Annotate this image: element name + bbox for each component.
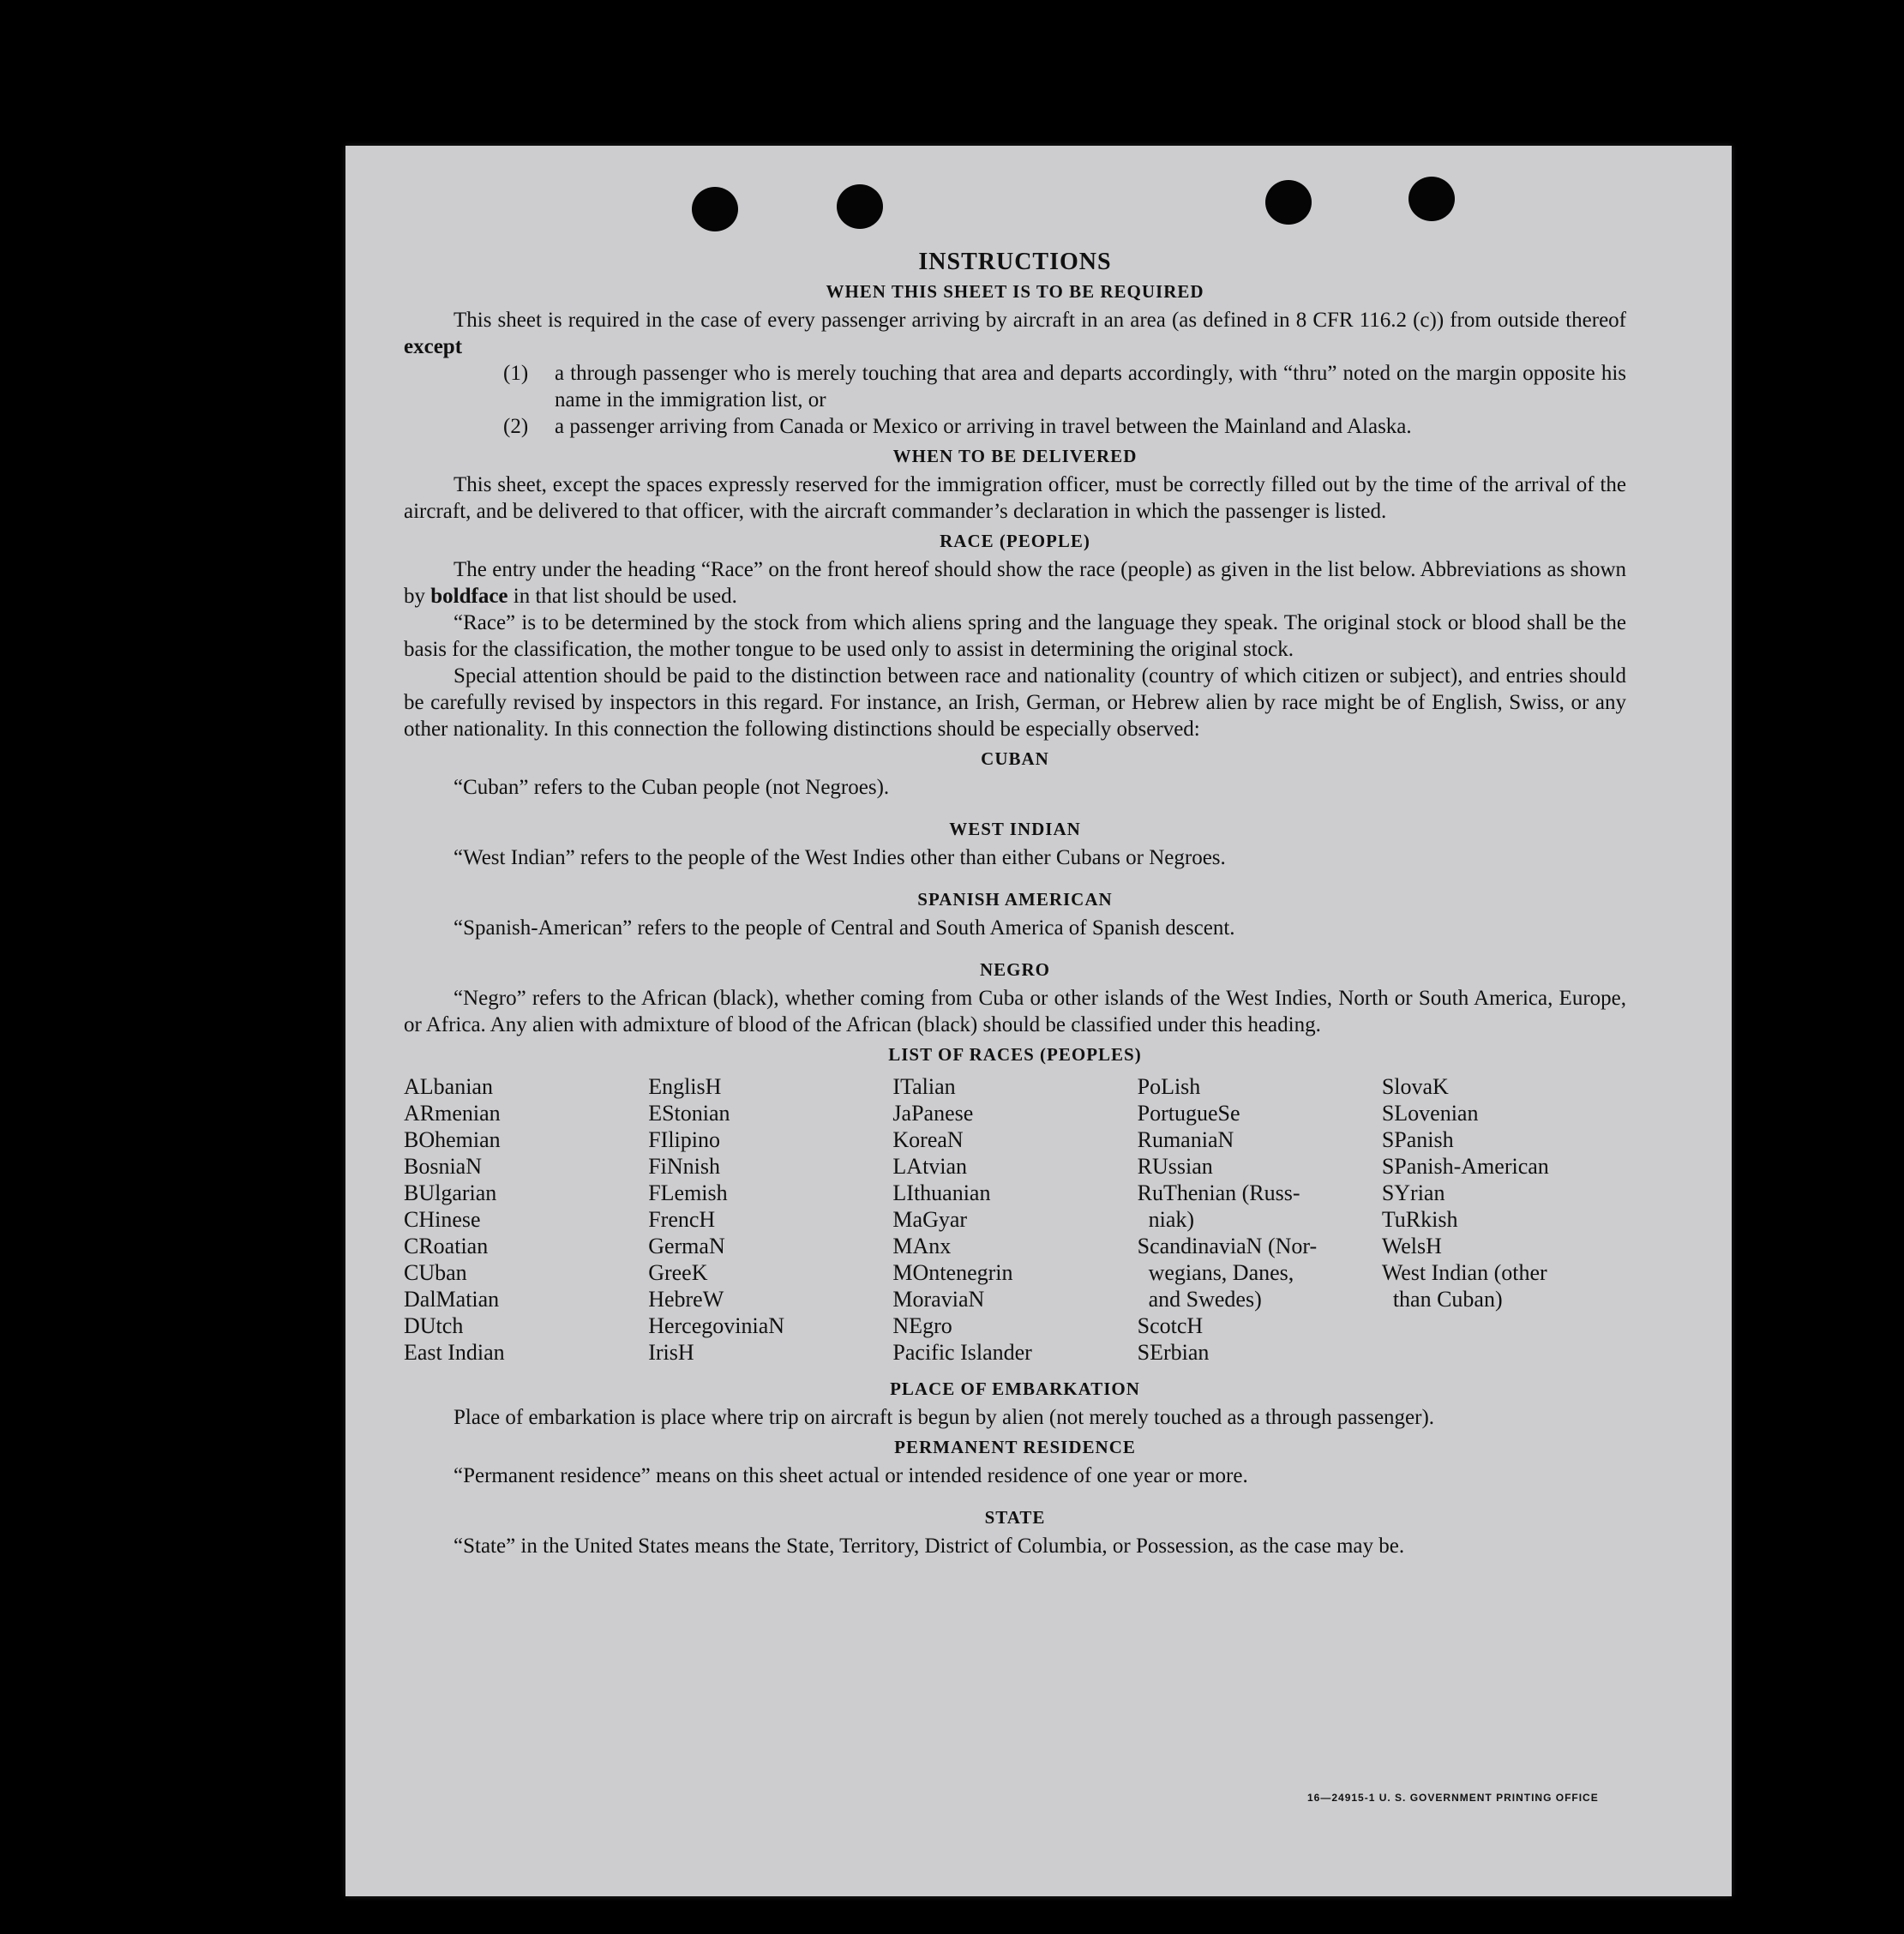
- paragraph-delivered: This sheet, except the spaces expressly reserved for the immigration officer, must be correctly filled out by the time of the arrival of the aircraft, and be delivered to that officer, with the aircraft commander’s declaration in which the passenger is listed.: [404, 473, 1626, 523]
- race-list-item: PoLish: [1137, 1074, 1201, 1099]
- race-list-item: WelsH: [1381, 1234, 1442, 1258]
- paragraph-negro: “Negro” refers to the African (black), whether coming from Cuba or other islands of the West Indies, North or South America, Europe, or Africa. Any alien with admixture of blood of the African (black) should be classified under this heading.: [404, 987, 1626, 1036]
- race-list-item: RUssian: [1137, 1154, 1213, 1179]
- race-list-item: GermaN: [648, 1234, 725, 1258]
- heading-embarkation: PLACE OF EMBARKATION: [890, 1378, 1140, 1399]
- race-list-item: BUlgarian: [404, 1180, 497, 1205]
- race-list-item: SPanish-American: [1381, 1154, 1549, 1179]
- paragraph-spanish-american: “Spanish-American” refers to the people of Central and South America of Spanish descent.: [453, 916, 1235, 940]
- paragraph-west-indian: “West Indian” refers to the people of the West Indies other than either Cubans or Negroes.: [453, 846, 1226, 869]
- page-title: INSTRUCTIONS: [918, 249, 1112, 275]
- paragraph-embarkation: Place of embarkation is place where trip on aircraft is begun by alien (not merely touched as a through passenger).: [453, 1406, 1435, 1429]
- races-column-3: [892, 1073, 1137, 1366]
- race-list-item: and Swedes): [1137, 1287, 1262, 1312]
- race-list-item: DUtch: [404, 1313, 464, 1338]
- race-list-item: FiNnish: [648, 1154, 721, 1179]
- race-list-item: HercegoviniaN: [648, 1313, 785, 1338]
- race-list-item: HebreW: [648, 1287, 724, 1312]
- races-column-1: [404, 1073, 648, 1366]
- race-list-item: RumaniaN: [1137, 1127, 1234, 1152]
- exception-item-2: (2) a passenger arriving from Canada or Mexico or arriving in travel between the Mainland and Alaska.: [503, 415, 1412, 438]
- race-list-item: CUban: [404, 1260, 467, 1285]
- race-list-item: niak): [1137, 1207, 1195, 1232]
- race-list-item: SErbian: [1137, 1340, 1210, 1365]
- paragraph-race-1: The entry under the heading “Race” on the front hereof should show the race (people) as given in the list below. Abbreviations as shown by boldface in that list should be used.: [404, 558, 1626, 608]
- heading-state: STATE: [984, 1507, 1046, 1528]
- heading-when-delivered: WHEN TO BE DELIVERED: [892, 446, 1138, 466]
- heading-west-indian: WEST INDIAN: [949, 819, 1081, 839]
- race-list-item: GreeK: [648, 1260, 708, 1285]
- race-list-item: DalMatian: [404, 1287, 500, 1312]
- instructions-content: [404, 249, 1626, 1559]
- race-list-item: wegians, Danes,: [1137, 1260, 1294, 1285]
- races-column-5: [1382, 1073, 1626, 1366]
- race-list-item: Pacific Islander: [892, 1340, 1032, 1365]
- race-list-item: FrencH: [648, 1207, 716, 1232]
- race-list-item: SYrian: [1381, 1180, 1445, 1205]
- race-list-item: SLovenian: [1381, 1101, 1479, 1126]
- document-sheet: [345, 146, 1732, 1896]
- race-list-item: SlovaK: [1381, 1074, 1449, 1099]
- race-list-item: EStonian: [648, 1101, 730, 1126]
- race-list-item: EnglisH: [648, 1074, 722, 1099]
- paragraph-cuban: “Cuban” refers to the Cuban people (not Negroes).: [453, 776, 890, 799]
- races-column-2: [648, 1073, 892, 1366]
- race-list-item: PortugueSe: [1137, 1101, 1240, 1126]
- race-list-item: East Indian: [404, 1340, 505, 1365]
- race-list-item: ScotcH: [1137, 1313, 1204, 1338]
- race-list-item: FIlipino: [648, 1127, 720, 1152]
- heading-permanent-residence: PERMANENT RESIDENCE: [894, 1437, 1136, 1457]
- punch-hole-4: [1408, 177, 1455, 221]
- race-list-item: than Cuban): [1381, 1287, 1503, 1312]
- race-list-item: LAtvian: [892, 1154, 968, 1179]
- race-list-item: BosniaN: [404, 1154, 482, 1179]
- race-list-item: MOntenegrin: [892, 1260, 1013, 1285]
- race-list-item: BOhemian: [404, 1127, 501, 1152]
- paragraph-race-2: “Race” is to be determined by the stock from which aliens spring and the language they speak. The original stock or blood shall be the basis for the classification, the mother tongue to be used only to assist in determining the original stock.: [404, 611, 1626, 661]
- race-list-item: KoreaN: [892, 1127, 964, 1152]
- race-list-item: ARmenian: [404, 1101, 501, 1126]
- races-list: [404, 1073, 1626, 1366]
- race-list-item: IrisH: [648, 1340, 694, 1365]
- race-list-item: ITalian: [892, 1074, 956, 1099]
- punch-hole-3: [1265, 180, 1312, 225]
- race-list-item: West Indian (other: [1381, 1260, 1547, 1285]
- race-list-item: RuThenian (Russ-: [1137, 1180, 1300, 1205]
- race-list-item: MAnx: [892, 1234, 952, 1258]
- paragraph-permanent-residence: “Permanent residence” means on this sheet actual or intended residence of one year or more.: [453, 1464, 1248, 1487]
- heading-cuban: CUBAN: [981, 748, 1049, 769]
- race-list-item: SPanish: [1381, 1127, 1454, 1152]
- race-list-item: JaPanese: [892, 1101, 974, 1126]
- heading-negro: NEGRO: [979, 959, 1050, 980]
- heading-list-of-races: LIST OF RACES (PEOPLES): [888, 1044, 1142, 1065]
- paragraph-race-3: Special attention should be paid to the distinction between race and nationality (country of which citizen or subject), and entries should be carefully revised by inspectors in this regard. For instance, an Irish, German, or Hebrew alien by race might be of English, Swiss, or any other nationality. In this connection the following distinctions should be especially observed:: [404, 664, 1626, 741]
- paragraph-state: “State” in the United States means the State, Territory, District of Columbia, or Possession, as the case may be.: [453, 1535, 1405, 1558]
- race-list-item: MoraviaN: [892, 1287, 985, 1312]
- race-list-item: FLemish: [648, 1180, 728, 1205]
- punch-hole-2: [837, 184, 883, 229]
- race-list-item: TuRkish: [1381, 1207, 1458, 1232]
- races-column-4: [1138, 1073, 1382, 1366]
- race-list-item: CRoatian: [404, 1234, 489, 1258]
- race-list-item: NEgro: [892, 1313, 952, 1338]
- race-list-item: ScandinaviaN (Nor-: [1137, 1234, 1318, 1258]
- punch-hole-1: [692, 187, 738, 231]
- race-list-item: LIthuanian: [892, 1180, 991, 1205]
- paragraph-required: This sheet is required in the case of every passenger arriving by aircraft in an area (as defined in 8 CFR 116.2 (c)) from outside thereof except: [404, 309, 1626, 358]
- race-list-item: CHinese: [404, 1207, 481, 1232]
- heading-when-required: WHEN THIS SHEET IS TO BE REQUIRED: [826, 281, 1204, 302]
- race-list-item: ALbanian: [404, 1074, 493, 1099]
- race-list-item: MaGyar: [892, 1207, 968, 1232]
- exception-item-1: (1) a through passenger who is merely touching that area and departs accordingly, with “thru” noted on the margin opposite his name in the immigration list, or: [503, 362, 1626, 411]
- heading-spanish-american: SPANISH AMERICAN: [917, 889, 1113, 910]
- printing-office-code: 16—24915-1 U. S. GOVERNMENT PRINTING OFFICE: [1307, 1792, 1599, 1804]
- heading-race: RACE (PEOPLE): [940, 531, 1090, 551]
